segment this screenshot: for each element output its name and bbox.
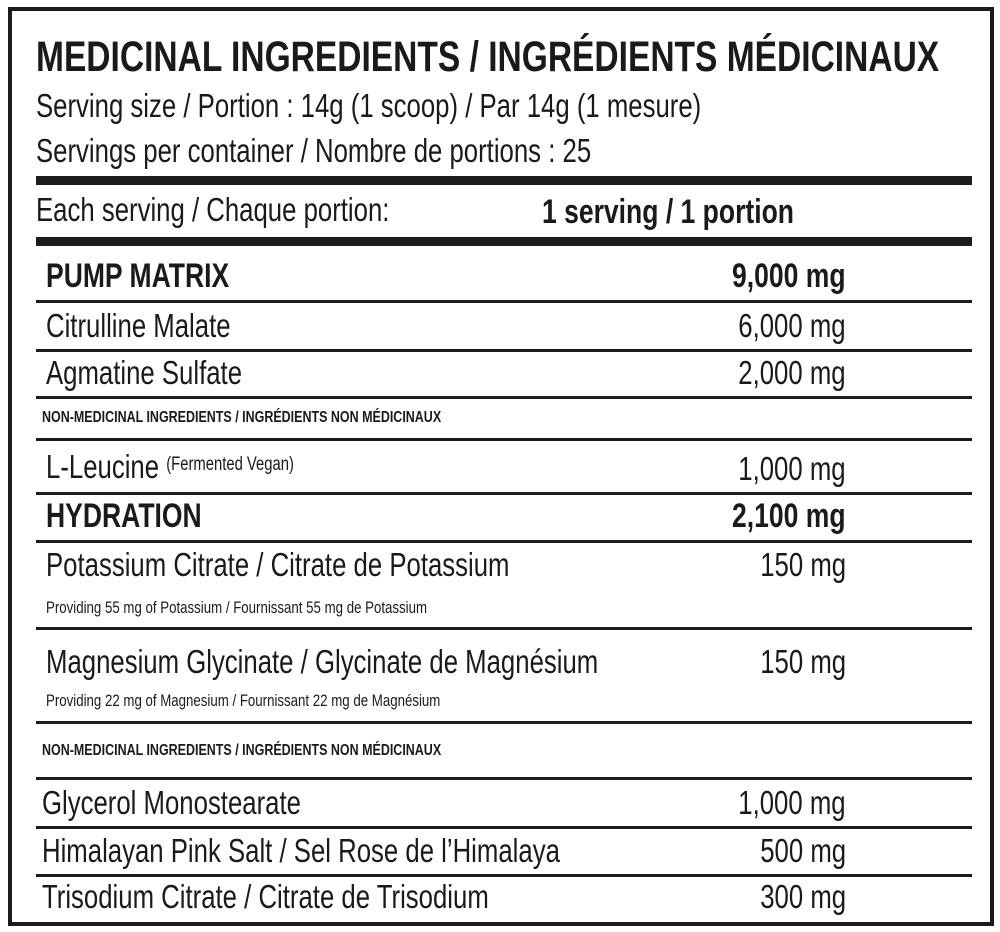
row-divider (36, 540, 972, 543)
ingredient-name: Glycerol Monostearate (42, 784, 301, 821)
row-divider (36, 721, 972, 724)
row-divider (36, 777, 972, 780)
row-divider (36, 627, 972, 630)
ingredient-amount: 2,000 mg (738, 354, 846, 391)
thick-divider (36, 237, 972, 246)
pump-matrix-name: PUMP MATRIX (46, 257, 230, 295)
ingredient-note: Providing 55 mg of Potassium / Fournissant 55 mg de Potassium (46, 598, 428, 617)
panel-title: MEDICINAL INGREDIENTS / INGRÉDIENTS MÉDICINAUX (36, 33, 940, 81)
ingredient-amount: 500 mg (760, 832, 846, 869)
ingredient-name: Potassium Citrate / Citrate de Potassium (46, 546, 510, 583)
ingredient-note: Providing 22 mg of Magnesium / Fournissant 22 mg de Magnésium (46, 691, 441, 710)
non-medicinal-heading: NON-MEDICINAL INGREDIENTS / INGRÉDIENTS NON MÉDICINAUX (42, 409, 442, 426)
serving-size: Serving size / Portion : 14g (1 scoop) / Par 14g (1 mesure) (36, 87, 702, 124)
ingredient-name: Agmatine Sulfate (46, 354, 243, 391)
row-divider (36, 826, 972, 829)
row-divider (36, 300, 972, 303)
ingredient-amount: 6,000 mg (738, 307, 846, 344)
each-serving-label: Each serving / Chaque portion: (36, 191, 390, 228)
ingredient-amount: 1,000 mg (738, 450, 846, 487)
ingredient-name: L-Leucine $^{(Fermented Vegan)}$ (46, 448, 294, 485)
thick-divider (36, 176, 972, 185)
ingredient-amount: 150 mg (760, 643, 846, 680)
ingredient-name: Trisodium Citrate / Citrate de Trisodium (42, 878, 489, 915)
servings-per-container: Servings per container / Nombre de portions : 25 (36, 132, 592, 169)
ingredient-name: Magnesium Glycinate / Glycinate de Magnésium (46, 643, 599, 680)
row-divider (36, 492, 972, 495)
hydration-name: HYDRATION (46, 497, 202, 535)
row-divider (36, 349, 972, 352)
each-serving-value: 1 serving / 1 portion (542, 193, 795, 231)
ingredient-note: (Fermented Vegan) (166, 454, 294, 475)
pump-matrix-amount: 9,000 mg (732, 257, 846, 295)
ingredient-amount: 300 mg (760, 878, 846, 915)
ingredient-amount: 1,000 mg (738, 784, 846, 821)
ingredient-name: Citrulline Malate (46, 307, 231, 344)
ingredients-panel (8, 7, 994, 926)
ingredient-name: Himalayan Pink Salt / Sel Rose de l’Himalaya (42, 832, 560, 869)
hydration-amount: 2,100 mg (732, 497, 846, 535)
row-divider (36, 874, 972, 877)
non-medicinal-heading: NON-MEDICINAL INGREDIENTS / INGRÉDIENTS NON MÉDICINAUX (42, 742, 442, 759)
row-divider (36, 396, 972, 399)
ingredient-amount: 150 mg (760, 546, 846, 583)
row-divider (36, 438, 972, 441)
